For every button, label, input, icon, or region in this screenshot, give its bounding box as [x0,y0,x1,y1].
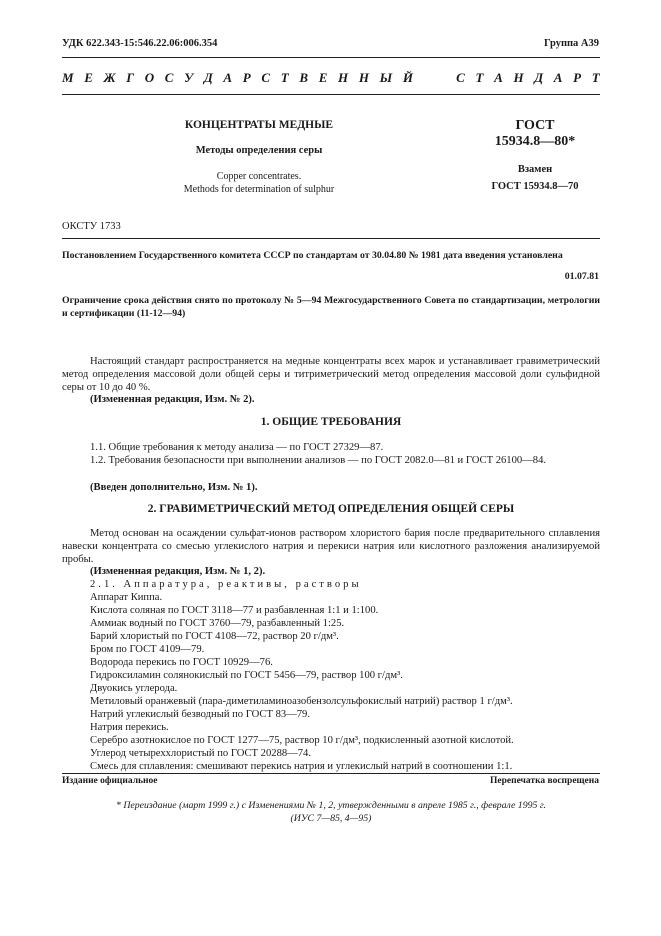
section-1-p2: 1.2. Требования безопасности при выполнении анализов — по ГОСТ 2082.0—81 и ГОСТ 26100—84. [90,455,547,466]
reagent-item: Смесь для сплавления: смешивают перекись натрия и углекислый натрий в соотношении 1:1. [90,761,513,772]
subsection-2-1-title: 2.1. Аппаратура, реактивы, растворы [90,579,362,590]
okstu-rule [62,238,600,239]
top-rule [62,57,600,58]
footnote-line-1: * Переиздание (март 1999 г.) с Изменениями № 1, 2, утвержденными в апреле 1985 г., феврале 1995 г. [116,800,546,811]
replaced-gost: ГОСТ 15934.8—70 [491,181,579,192]
limitation-text: Ограничение срока действия снято по протоколу № 5—94 Межгосударственного Совета по стандартизации, метрологии и сертификации (11-12—94) [62,295,600,319]
section-1-edit-note: (Введен дополнительно, Изм. № 1). [90,482,258,493]
decree-text: Постановлением Государственного комитета СССР по стандартам от 30.04.80 № 1981 дата введения установлена [62,250,563,261]
reagent-item: Натрия перекись. [90,722,169,733]
intro-paragraph: Настоящий стандарт распространяется на медные концентраты всех марок и устанавливает гравиметрический метод определения массовой доли общей серы и титриметрический метод определения массовой доли сульфидной серы от 10 до 40 %. [62,356,600,393]
document-subtitle: Методы определения серы [195,145,323,156]
reagent-item: Аппарат Киппа. [90,592,163,603]
udk-code: УДК 622.343-15:546.22.06:006.354 [62,38,218,49]
section-2-edit-note: (Измененная редакция, Изм. № 1, 2). [90,566,266,577]
document-title-block [150,119,368,196]
reagent-item: Серебро азотнокислое по ГОСТ 1277—75, раствор 10 г/дм³, подкисленный азотной кислотой. [90,735,514,746]
section-2-intro: Метод основан на осаждении сульфат-ионов раствором хлористого бария после предварительного сплавления навески концентрата со смесью углекислого натрия и перекиси натрия или кислотного разложения анализируемой пробы. [62,528,600,565]
reagent-item: Натрий углекислый безводный по ГОСТ 83—79. [90,709,311,720]
english-title: Copper concentrates. Methods for determination of sulphur [183,171,335,195]
reprint-prohibited-label: Перепечатка воспрещена [489,776,599,786]
reissue-footnote [62,799,600,825]
reagent-item: Барий хлористый по ГОСТ 4108—72, раствор 20 г/дм³. [90,631,339,642]
group-code: Группа А39 [543,38,599,49]
okstu-code: ОКСТУ 1733 [62,221,121,232]
interstate-standard-banner: М Е Ж Г О С У Д А Р С Т В Е Н Н Ы Й С Т А Н Д А Р Т [62,70,600,85]
document-title: КОНЦЕНТРАТЫ МЕДНЫЕ [184,119,334,131]
reagent-item: Аммиак водный по ГОСТ 3760—79, разбавленный 1:25. [90,618,345,629]
reagent-item: Водорода перекись по ГОСТ 10929—76. [90,657,273,668]
footer-rule [62,773,600,774]
official-edition-label: Издание официальное [62,776,158,786]
gost-number: 15934.8—80* [494,134,576,149]
section-1-title: 1. ОБЩИЕ ТРЕБОВАНИЯ [260,416,402,428]
footnote-line-2: (ИУС 7—85, 4—95) [290,813,372,824]
reagent-item: Гидроксиламин солянокислый по ГОСТ 5456—79, раствор 100 г/дм³. [90,670,403,681]
section-1-p1: 1.1. Общие требования к методу анализа — по ГОСТ 27329—87. [90,442,384,453]
gost-number-block [470,118,600,192]
replaces-label: Взамен [517,164,553,175]
decree-date: 01.07.81 [564,271,599,282]
intro-edit-note: (Измененная редакция, Изм. № 2). [90,394,255,405]
gost-label: ГОСТ [515,118,555,133]
reagent-item: Бром по ГОСТ 4109—79. [90,644,205,655]
reagent-item: Кислота соляная по ГОСТ 3118—77 и разбавленная 1:1 и 1:100. [90,605,379,616]
banner-rule [62,94,600,95]
reagent-item: Двуокись углерода. [90,683,178,694]
section-2-title: 2. ГРАВИМЕТРИЧЕСКИЙ МЕТОД ОПРЕДЕЛЕНИЯ ОБЩЕЙ СЕРЫ [147,503,515,515]
reagent-item: Углерод четыреххлористый по ГОСТ 20288—74. [90,748,311,759]
reagent-item: Метиловый оранжевый (пара-диметиламиноазобензолсульфокислый натрий) раствор 1 г/дм³. [90,696,513,707]
